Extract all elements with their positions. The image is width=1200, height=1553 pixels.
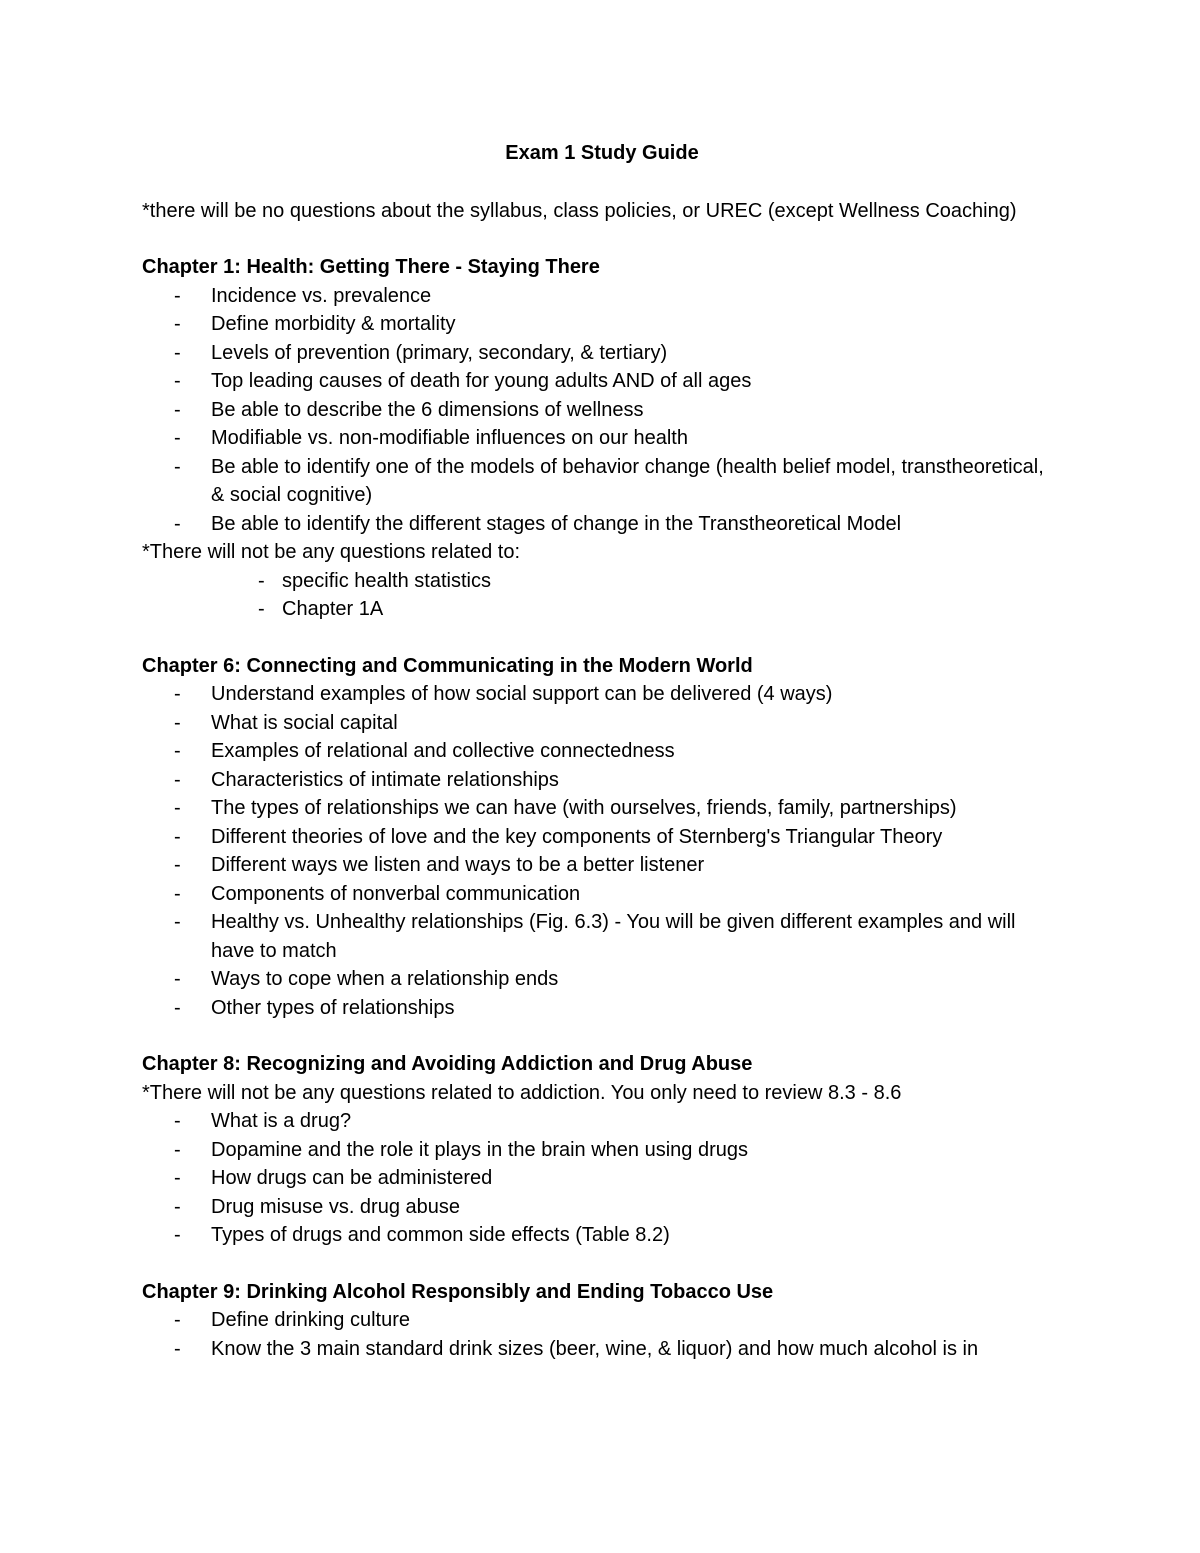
list-item-text: Healthy vs. Unhealthy relationships (Fig. 6.3) - You will be given different examples and will have to match [211, 911, 1016, 962]
list-item [142, 1164, 1062, 1193]
dash-bullet: - [174, 740, 181, 762]
list-item [142, 424, 1062, 453]
chapter-1-note-list [142, 567, 1062, 624]
study-guide-page [142, 139, 1062, 1363]
list-item [142, 310, 1062, 339]
list-item [142, 737, 1062, 766]
list-item-text: Levels of prevention (primary, secondary, & tertiary) [211, 341, 668, 364]
dash-bullet: - [174, 1167, 181, 1189]
list-item-text: Chapter 1A [282, 598, 384, 620]
list-item [142, 567, 1062, 596]
dash-bullet: - [174, 996, 181, 1019]
list-item-text: Modifiable vs. non-modifiable influences on our health [211, 427, 688, 449]
list-item [142, 994, 1062, 1023]
dash-bullet: - [174, 284, 181, 307]
dash-bullet: - [174, 341, 181, 364]
dash-bullet: - [174, 313, 181, 335]
list-item-text: Different theories of love and the key components of Sternberg's Triangular Theory [211, 825, 943, 848]
chapter-1-list [142, 282, 1062, 539]
list-item-text: The types of relationships we can have (with ourselves, friends, family, partnerships) [211, 797, 957, 819]
dash-bullet: - [174, 854, 181, 876]
list-item [142, 367, 1062, 396]
dash-bullet: - [174, 768, 181, 791]
list-item [142, 595, 1062, 624]
intro-note: *there will be no questions about the syllabus, class policies, or UREC (except Wellness Coaching) [142, 199, 1017, 222]
chapter-1-note: *There will not be any questions related to: [142, 541, 520, 563]
page-title: Exam 1 Study Guide [505, 142, 699, 164]
list-item [142, 453, 1062, 510]
dash-bullet: - [174, 1110, 181, 1132]
list-item [142, 510, 1062, 539]
list-item [142, 965, 1062, 994]
chapter-9-section [142, 1278, 1062, 1364]
list-item-text: Examples of relational and collective connectedness [211, 740, 675, 762]
dash-bullet: - [174, 370, 181, 392]
list-item [142, 1136, 1062, 1165]
list-item [142, 709, 1062, 738]
list-item-text: Different ways we listen and ways to be a better listener [211, 854, 705, 876]
list-item-text: Ways to cope when a relationship ends [211, 968, 559, 990]
chapter-8-list [142, 1107, 1062, 1250]
list-item-text: What is a drug? [211, 1110, 352, 1132]
dash-bullet: - [174, 427, 181, 449]
list-item [142, 1221, 1062, 1250]
list-item-text: Characteristics of intimate relationships [211, 768, 559, 791]
list-item-text: Understand examples of how social support can be delivered (4 ways) [211, 683, 833, 705]
list-item [142, 680, 1062, 709]
dash-bullet: - [174, 711, 181, 734]
dash-bullet: - [174, 398, 181, 421]
dash-bullet: - [258, 598, 265, 620]
list-item [142, 1193, 1062, 1222]
list-item-text: Types of drugs and common side effects (Table 8.2) [211, 1224, 670, 1246]
list-item [142, 1306, 1062, 1335]
dash-bullet: - [174, 455, 181, 478]
list-item-text: Other types of relationships [211, 996, 455, 1019]
chapter-6-section [142, 652, 1062, 1023]
list-item-text: Dopamine and the role it plays in the brain when using drugs [211, 1138, 748, 1161]
chapter-1-section [142, 253, 1062, 624]
dash-bullet: - [174, 512, 181, 535]
dash-bullet: - [174, 1138, 181, 1161]
list-item [142, 339, 1062, 368]
list-item [142, 880, 1062, 909]
chapter-8-section [142, 1050, 1062, 1250]
chapter-8-note: *There will not be any questions related to addiction. You only need to review 8.3 - 8.6 [142, 1081, 902, 1104]
list-item-text: Drug misuse vs. drug abuse [211, 1195, 461, 1218]
list-item [142, 1107, 1062, 1136]
list-item-text: What is social capital [211, 711, 398, 734]
list-item-text: Define morbidity & mortality [211, 313, 456, 335]
dash-bullet: - [174, 797, 181, 819]
list-item-text: Know the 3 main standard drink sizes (beer, wine, & liquor) and how much alcohol is in [211, 1337, 979, 1360]
dash-bullet: - [174, 968, 181, 990]
chapter-1-heading: Chapter 1: Health: Getting There - Staying There [142, 256, 600, 278]
dash-bullet: - [174, 825, 181, 848]
chapter-6-list [142, 680, 1062, 1022]
dash-bullet: - [174, 1195, 181, 1218]
list-item-text: Components of nonverbal communication [211, 882, 581, 905]
list-item [142, 766, 1062, 795]
dash-bullet: - [174, 882, 181, 905]
dash-bullet: - [174, 1224, 181, 1246]
list-item-text: specific health statistics [282, 569, 491, 592]
chapter-6-heading: Chapter 6: Connecting and Communicating in the Modern World [142, 654, 753, 677]
dash-bullet: - [174, 1337, 181, 1360]
chapter-8-heading: Chapter 8: Recognizing and Avoiding Addiction and Drug Abuse [142, 1053, 753, 1075]
list-item-text: Be able to identify the different stages of change in the Transtheoretical Model [211, 512, 902, 535]
dash-bullet: - [174, 911, 181, 933]
list-item-text: Define drinking culture [211, 1309, 410, 1331]
list-item-text: How drugs can be administered [211, 1167, 493, 1189]
list-item [142, 823, 1062, 852]
list-item [142, 282, 1062, 311]
list-item [142, 794, 1062, 823]
list-item [142, 851, 1062, 880]
chapter-9-list [142, 1306, 1062, 1363]
dash-bullet: - [174, 683, 181, 705]
list-item-text: Incidence vs. prevalence [211, 284, 432, 307]
list-item [142, 396, 1062, 425]
dash-bullet: - [258, 569, 265, 592]
list-item [142, 1335, 1062, 1364]
list-item-text: Be able to describe the 6 dimensions of wellness [211, 398, 644, 421]
list-item [142, 908, 1062, 965]
list-item-text: Be able to identify one of the models of behavior change (health belief model, transtheoretical, & social cognitive) [211, 455, 1044, 506]
chapter-9-heading: Chapter 9: Drinking Alcohol Responsibly and Ending Tobacco Use [142, 1280, 774, 1303]
dash-bullet: - [174, 1309, 181, 1331]
list-item-text: Top leading causes of death for young adults AND of all ages [211, 370, 752, 392]
